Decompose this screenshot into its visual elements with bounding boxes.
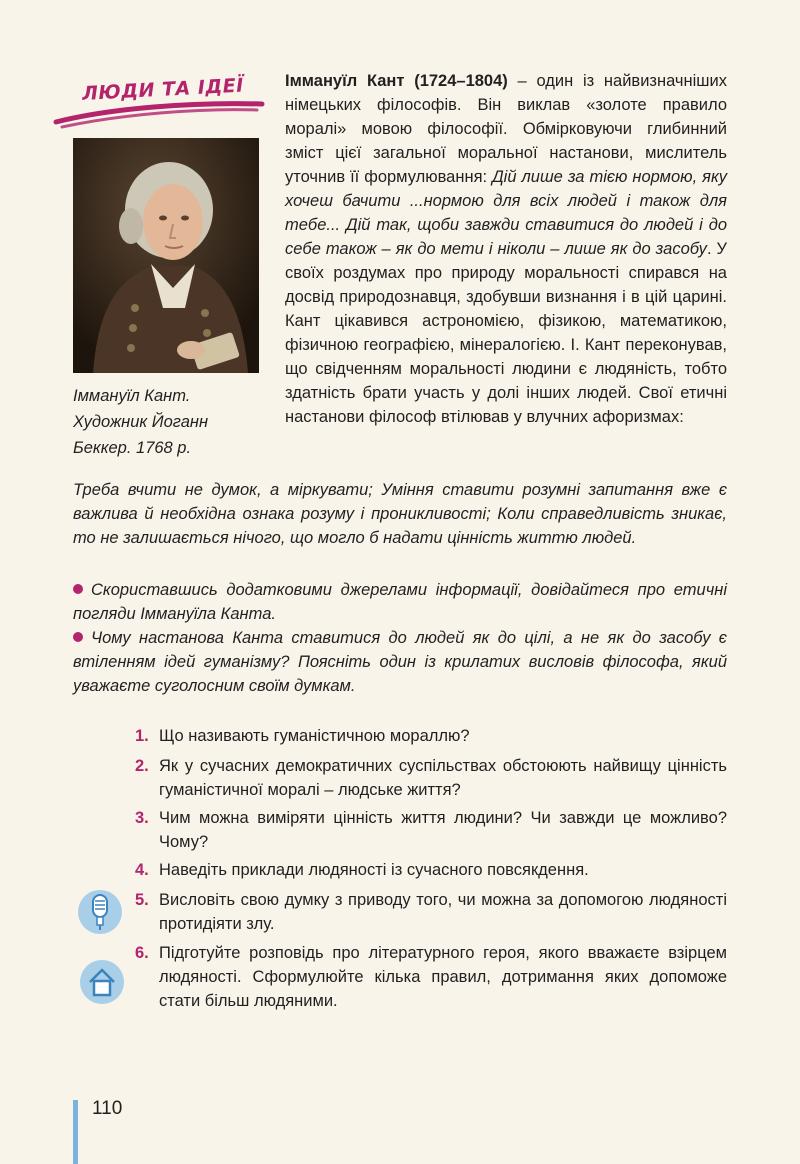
question-number: 3. xyxy=(135,809,149,827)
task-text: Чому настанова Канта ставитися до людей як до цілі, а не як до засобу є втіленням ідей гуманізму? Поясніть один із крилатих висловів філософа, який уважаєте суголосним своїм думкам. xyxy=(73,629,727,695)
question-text: Підготуйте розповідь про літературного героя, якого вважаєте взірцем людяності. Сформулюйте кілька правил, дотримання яких допоможе стати більш людяними. xyxy=(159,944,727,1010)
caption-line: Іммануїл Кант. xyxy=(73,387,191,405)
aphorisms xyxy=(73,478,727,550)
question-text: Що називають гуманістичною мораллю? xyxy=(159,727,470,745)
caption-line: Беккер. 1768 р. xyxy=(73,439,192,457)
article-text: – один із найвизначніших німецьких філософів. Він виклав «золоте правило моралі» мовою філософії. Обмірковуючи глибинний зміст цієї загальної моральної настанови, мислитель уточнив її формулювання: xyxy=(285,72,727,186)
badge-swoosh-decoration xyxy=(52,96,267,130)
question-item xyxy=(135,724,727,748)
bullet-icon xyxy=(73,584,83,594)
article-body xyxy=(285,69,727,429)
article-name: Іммануїл Кант (1724–1804) xyxy=(285,72,508,90)
question-item xyxy=(135,806,727,854)
question-text: Висловіть свою думку з приводу того, чи можна за допомогою людяності протидіяти злу. xyxy=(159,891,727,933)
caption-line: Художник Йоганн xyxy=(73,413,209,431)
question-item xyxy=(135,858,727,882)
microphone-icon xyxy=(78,890,122,934)
article-quote: Дій лише за тією нормою, яку хочеш бачити ...нормою для всіх людей і також для тебе... Дій так, щоби завжди ставитися до людей і до себе також – як до мети і ніколи – лише як до засобу xyxy=(285,168,727,258)
question-number: 6. xyxy=(135,944,149,962)
home-icon xyxy=(80,960,124,1004)
question-number: 4. xyxy=(135,861,149,879)
task-item xyxy=(73,626,727,698)
task-text: Скориставшись додатковими джерелами інформації, довідайтеся про етичні погляди Іммануїла Канта. xyxy=(73,581,727,623)
question-item xyxy=(135,941,727,1013)
bullet-icon xyxy=(73,632,83,642)
aphorisms-text: Треба вчити не думок, а міркувати; Уміння ставити розумні запитання вже є важлива й необхідна ознака розуму і проникливості; Коли справедливість зникає, то не залишається нічого, що могло б надати цінність життю людей. xyxy=(73,481,727,547)
question-number: 2. xyxy=(135,757,149,775)
section-badge-title: ЛЮДИ ТА ІДЕЇ xyxy=(81,74,245,105)
question-text: Чим можна виміряти цінність життя людини? Чи завжди це можливо? Чому? xyxy=(159,809,727,851)
question-text: Як у сучасних демократичних суспільствах обстоюють найвищу цінність гуманістичної моралі – людське життя? xyxy=(159,757,727,799)
page-marker-bar xyxy=(73,1100,78,1164)
article-text-continued: . У своїх роздумах про природу моральності спирався на досвід природознавця, здобувши визнання і в цій царині. Кант цікавився астрономією, фізикою, математикою, фізичною географією, мінералогією. І. Кант переконував, що свідченням моральності людини є людяність, тобто здатність брати участь у долі інших людей. Свої етичні настанови філософ втілював у влучних афоризмах: xyxy=(285,240,727,426)
question-item xyxy=(135,888,727,936)
portrait-caption xyxy=(73,383,263,461)
question-number: 1. xyxy=(135,727,149,745)
page-number: 110 xyxy=(92,1098,123,1119)
question-text: Наведіть приклади людяності із сучасного повсякдення. xyxy=(159,861,589,879)
question-item xyxy=(135,754,727,802)
kant-portrait xyxy=(73,138,259,373)
question-number: 5. xyxy=(135,891,149,909)
task-item xyxy=(73,578,727,626)
